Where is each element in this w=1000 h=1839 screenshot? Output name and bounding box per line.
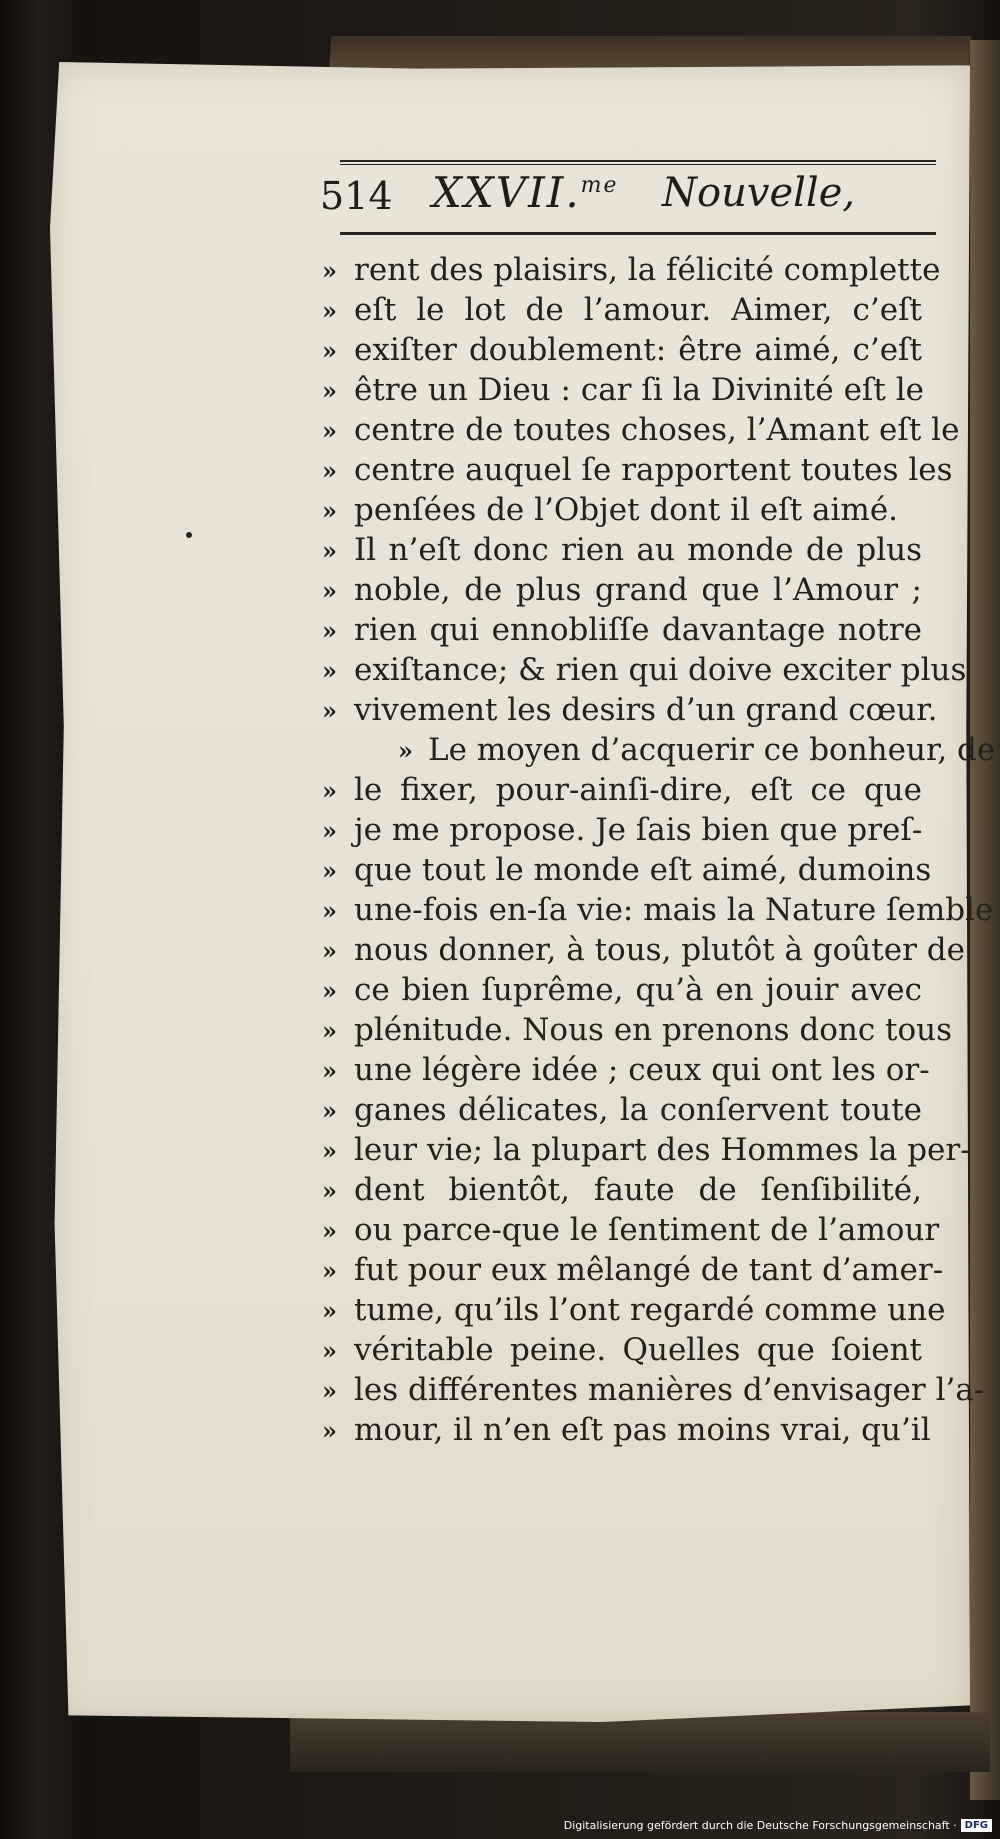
line-text: nous donner, à tous, plutôt à goûter de [354,932,965,968]
book-bottom-edge [290,1712,990,1772]
quote-mark: » [322,616,337,645]
text-line [0,492,1000,532]
header-roman-text: XXVII. [432,168,581,217]
text-line [0,1092,1000,1132]
line-text: penſées de l’Objet dont il eſt aimé. [354,492,899,528]
line-text: centre auquel ſe rapportent toutes les [354,452,953,488]
text-line [0,732,1000,772]
quote-mark: » [322,376,337,405]
line-text: mour, il n’en eſt pas moins vrai, qu’il [354,1412,931,1448]
quote-mark: » [322,576,337,605]
digitization-credit [564,1815,992,1835]
quote-mark: » [322,496,337,525]
text-line [0,1132,1000,1172]
line-text: Le moyen d’acquerir ce bonheur, de [428,732,996,768]
header-rule-bottom [340,232,936,238]
line-text: dent bientôt, faute de ſenſibilité, [354,1172,922,1208]
line-text: une légère idée ; ceux qui ont les or- [354,1052,930,1088]
line-text: être un Dieu : car ſi la Divinité eſt le [354,372,924,408]
quote-mark: » [322,456,337,485]
line-text: plénitude. Nous en prenons donc tous [354,1012,953,1048]
header-roman-sup: me [580,173,619,198]
quote-mark: » [322,1296,337,1325]
quote-mark: » [322,256,337,285]
line-text: ou parce-que le ſentiment de l’amour [354,1212,940,1248]
line-text: les différentes manières d’envisager l’a- [354,1372,985,1408]
quote-mark: » [322,1376,337,1405]
quote-mark: » [322,536,337,565]
text-line [0,1372,1000,1412]
text-line [0,452,1000,492]
line-text: noble, de plus grand que l’Amour ; [354,572,922,608]
text-line [0,892,1000,932]
quote-mark: » [322,776,337,805]
text-line [0,652,1000,692]
quote-mark: » [322,1096,337,1125]
text-line [0,1052,1000,1092]
line-text: fut pour eux mêlangé de tant d’amer- [354,1252,944,1288]
quote-mark: » [322,1416,337,1445]
text-line [0,972,1000,1012]
quote-mark: » [322,1336,337,1365]
quote-mark: » [322,1176,337,1205]
quote-mark: » [322,296,337,325]
text-line [0,1292,1000,1332]
text-line [0,292,1000,332]
line-text: leur vie; la plupart des Hommes la per- [354,1132,971,1168]
quote-mark: » [398,736,413,765]
credit-text: Digitalisierung gefördert durch die Deutsche Forschungsgemeinschaft · [563,1818,957,1832]
quote-mark: » [322,1016,337,1045]
line-text: eſt le lot de l’amour. Aimer, c’eſt [354,292,922,328]
text-line [0,412,1000,452]
line-text: une-fois en-ſa vie: mais la Nature ſemble [354,892,994,928]
header-rule-top [340,160,936,165]
quote-mark: » [322,416,337,445]
text-line [0,572,1000,612]
text-line [0,812,1000,852]
header-title-word: Nouvelle, [662,170,856,216]
header-roman-numeral [432,168,619,217]
text-line [0,1252,1000,1292]
line-text: je me propose. Je ſais bien que preſ- [354,812,923,848]
page-number: 514 [320,174,393,218]
line-text: ce bien ſuprême, qu’à en jouir avec [354,972,922,1008]
text-line [0,932,1000,972]
quote-mark: » [322,1136,337,1165]
text-line [0,332,1000,372]
text-line [0,1172,1000,1212]
line-text: rien qui ennobliſſe davantage notre [354,612,922,648]
line-text: ganes délicates, la conſervent toute [354,1092,922,1128]
text-line [0,1012,1000,1052]
line-text: véritable peine. Quelles que ſoient [354,1332,922,1368]
quote-mark: » [322,1256,337,1285]
line-text: vivement les desirs d’un grand cœur. [354,692,938,728]
line-text: exiſtance; & rien qui doive exciter plus [354,652,967,688]
line-text: le fixer, pour-ainſi-dire, eſt ce que [354,772,922,808]
quote-mark: » [322,896,337,925]
dfg-logo: DFG [961,1819,992,1832]
text-line [0,372,1000,412]
text-line [0,772,1000,812]
text-line [0,1412,1000,1452]
text-line [0,612,1000,652]
line-text: rent des plaisirs, la félicité complette [354,252,941,288]
quote-mark: » [322,856,337,885]
quote-mark: » [322,976,337,1005]
line-text: centre de toutes choses, l’Amant eſt le [354,412,960,448]
quote-mark: » [322,336,337,365]
text-line [0,852,1000,892]
text-line [0,1212,1000,1252]
text-line [0,692,1000,732]
quote-mark: » [322,1216,337,1245]
text-line [0,252,1000,292]
line-text: tume, qu’ils l’ont regardé comme une [354,1292,946,1328]
quote-mark: » [322,696,337,725]
text-line [0,1332,1000,1372]
running-header [320,168,940,228]
quote-mark: » [322,1056,337,1085]
quote-mark: » [322,936,337,965]
line-text: exiſter doublement: être aimé, c’eſt [354,332,922,368]
quote-mark: » [322,656,337,685]
quote-mark: » [322,816,337,845]
line-text: Il n’eſt donc rien au monde de plus [354,532,922,568]
line-text: que tout le monde eſt aimé, dumoins [354,852,932,888]
text-line [0,532,1000,572]
